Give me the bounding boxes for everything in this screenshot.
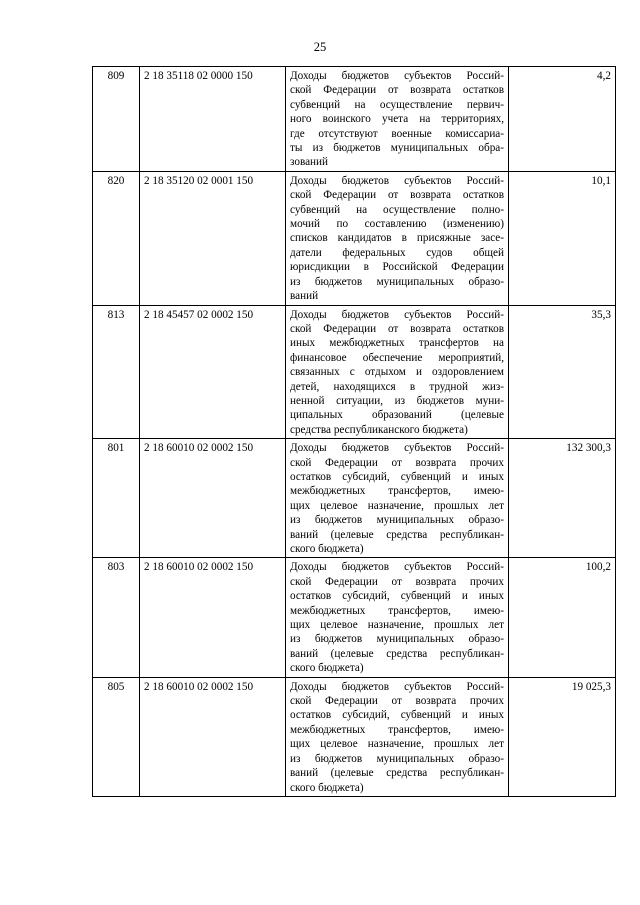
kbk-code-cell: 2 18 60010 02 0002 150 <box>140 558 286 677</box>
description-line: из бюджетов муниципальных образо- <box>290 275 504 288</box>
admin-code-cell: 805 <box>93 677 140 796</box>
description-cell <box>286 305 509 439</box>
description-line: Доходы бюджетов субъектов Россий- <box>290 174 504 187</box>
description-line: остатков субсидий, субвенций и иных <box>290 709 504 722</box>
kbk-code-cell: 2 18 35118 02 0000 150 <box>140 67 286 172</box>
description-line: ского бюджета) <box>290 662 364 675</box>
description-line: детей, находящихся в трудной жиз- <box>290 380 504 393</box>
kbk-code-cell: 2 18 60010 02 0002 150 <box>140 677 286 796</box>
description-line: ской Федерации от возврата остатков <box>290 189 504 202</box>
description-line: ты из бюджетов муниципальных обра- <box>290 142 504 155</box>
description-line: щих целевое назначение, прошлых лет <box>290 738 504 751</box>
description-line: ваний (целевые средства республикан- <box>290 647 504 660</box>
description-line: финансовое обеспечение мероприятий, <box>290 351 504 364</box>
description-line: ненной ситуации, из бюджетов муни- <box>290 394 504 407</box>
admin-code-cell: 801 <box>93 439 140 558</box>
description-line: щих целевое назначение, прошлых лет <box>290 619 504 632</box>
budget-revenue-table <box>92 66 616 797</box>
kbk-code-cell: 2 18 60010 02 0002 150 <box>140 439 286 558</box>
description-cell <box>286 558 509 677</box>
description-line: Доходы бюджетов субъектов Россий- <box>290 680 504 693</box>
kbk-code-cell: 2 18 35120 02 0001 150 <box>140 171 286 305</box>
description-line: где отсутствуют военные комиссариа- <box>290 127 504 140</box>
description-line: остатков субсидий, субвенций и иных <box>290 470 504 483</box>
description-line: юрисдикции в Российской Федерации <box>290 261 504 274</box>
description-line: Доходы бюджетов субъектов Россий- <box>290 561 504 574</box>
description-line: остатков субсидий, субвенций и иных <box>290 590 504 603</box>
amount-cell: 10,1 <box>509 171 616 305</box>
amount-cell: 4,2 <box>509 67 616 172</box>
description-line: ципальных образований (целевые <box>290 409 504 422</box>
description-line: списков кандидатов в присяжные засе- <box>290 232 504 245</box>
description-cell <box>286 439 509 558</box>
table-row <box>93 171 616 305</box>
table-row <box>93 67 616 172</box>
admin-code-cell: 809 <box>93 67 140 172</box>
description-cell <box>286 67 509 172</box>
description-line: из бюджетов муниципальных образо- <box>290 633 504 646</box>
description-line: ваний (целевые средства республикан- <box>290 528 504 541</box>
description-line: средства республиканского бюджета) <box>290 423 468 436</box>
admin-code-cell: 813 <box>93 305 140 439</box>
table-row <box>93 439 616 558</box>
description-line: ской Федерации от возврата прочих <box>290 456 504 469</box>
description-line: ского бюджета) <box>290 543 364 555</box>
description-line: ваний <box>290 290 319 303</box>
description-line: ваний (целевые средства республикан- <box>290 767 504 780</box>
description-line: мочий по составлению (изменению) <box>290 218 504 231</box>
description-line: ской Федерации от возврата остатков <box>290 322 504 335</box>
description-cell <box>286 677 509 796</box>
table-body <box>93 67 616 797</box>
table-row <box>93 305 616 439</box>
description-line: Доходы бюджетов субъектов Россий- <box>290 70 504 82</box>
description-line: из бюджетов муниципальных образо- <box>290 752 504 765</box>
table-row <box>93 677 616 796</box>
description-line: субвенций на осуществление полно- <box>290 203 504 216</box>
description-line: Доходы бюджетов субъектов Россий- <box>290 308 504 321</box>
kbk-code-cell: 2 18 45457 02 0002 150 <box>140 305 286 439</box>
description-line: ской Федерации от возврата прочих <box>290 695 504 708</box>
description-line: межбюджетных трансфертов, имею- <box>290 485 504 498</box>
table-row <box>93 558 616 677</box>
amount-cell: 19 025,3 <box>509 677 616 796</box>
description-line: межбюджетных трансфертов, имею- <box>290 604 504 617</box>
description-line: межбюджетных трансфертов, имею- <box>290 723 504 736</box>
amount-cell: 100,2 <box>509 558 616 677</box>
description-cell <box>286 171 509 305</box>
admin-code-cell: 803 <box>93 558 140 677</box>
amount-cell: 132 300,3 <box>509 439 616 558</box>
description-line: из бюджетов муниципальных образо- <box>290 514 504 527</box>
description-line: ской Федерации от возврата остатков <box>290 84 504 97</box>
page-number: 25 <box>313 40 327 54</box>
description-line: иных межбюджетных трансфертов на <box>290 337 504 350</box>
description-line: щих целевое назначение, прошлых лет <box>290 499 504 512</box>
description-line: связанных с отдыхом и оздоровлением <box>290 366 504 379</box>
description-line: ского бюджета) <box>290 781 364 794</box>
description-line: ской Федерации от возврата прочих <box>290 575 504 588</box>
description-line: ного воинского учета на территориях, <box>290 113 504 126</box>
description-line: зований <box>290 156 329 169</box>
amount-cell: 35,3 <box>509 305 616 439</box>
description-line: датели федеральных судов общей <box>290 246 504 259</box>
admin-code-cell: 820 <box>93 171 140 305</box>
description-line: субвенций на осуществление первич- <box>290 98 504 111</box>
description-line: Доходы бюджетов субъектов Россий- <box>290 442 504 455</box>
